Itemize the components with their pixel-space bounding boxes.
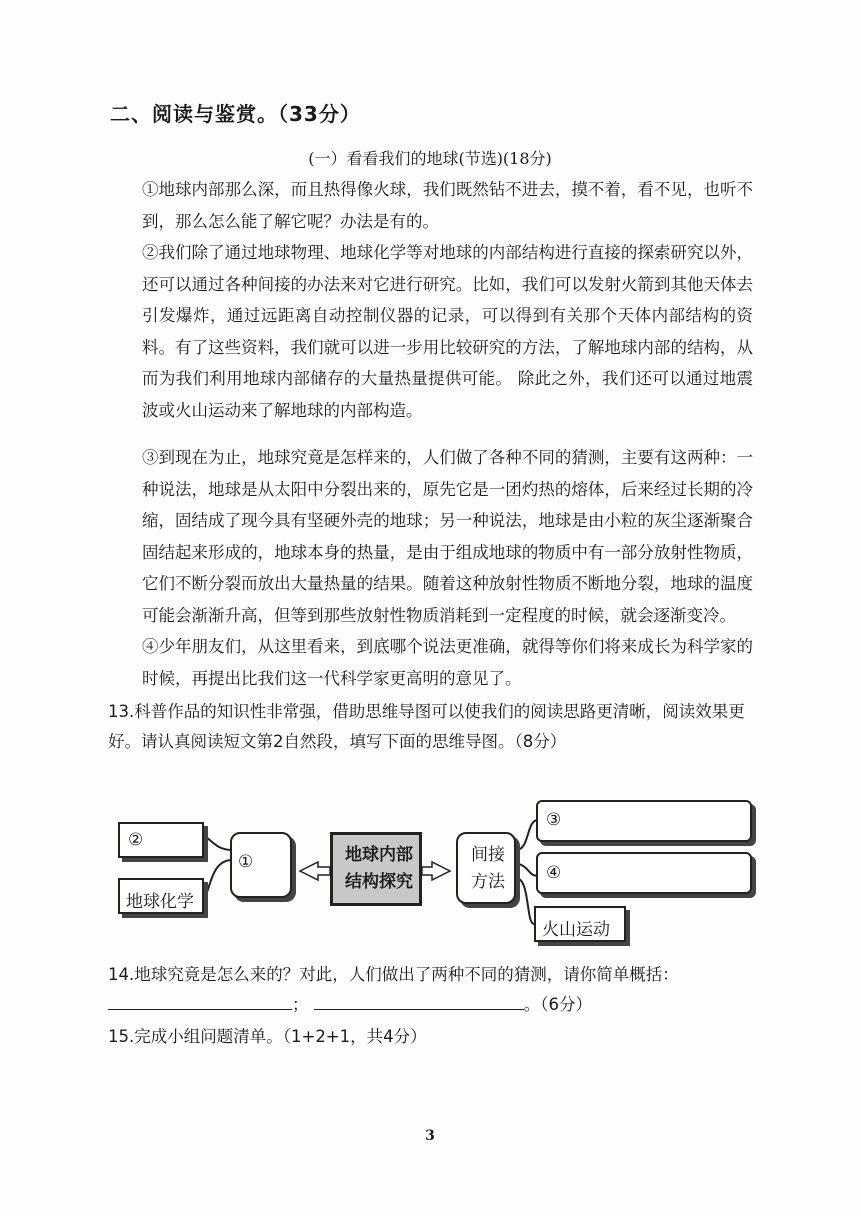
paragraph-3: ③到现在为止，地球究竟是怎样来的，人们做了各种不同的猜测，主要有这两种：一种说法，地球是从太阳中分裂出来的，原先它是一团灼热的熔体，后来经过长期的冷缩，固结成了现今具有坚硬外壳的地球；另一种说法，地球是由小粒的灰尘逐渐聚合固结起来形成的，地球本身的热量，是由于组成地球的物质中有一部分放射性物质，它们不断分裂而放出大量热量的结果。随着这种放射性物质不断地分裂，地球的温度可能会渐渐升高，但等到那些放射性物质消耗到一定程度的时候，就会逐渐变冷。 xyxy=(142,448,753,625)
mind-map xyxy=(0,790,860,950)
node-right-top[interactable]: ③ xyxy=(536,800,752,842)
question-14-answer-line: ； 。（6分） xyxy=(108,990,758,1020)
node-right-mid2[interactable]: ④ xyxy=(536,852,752,894)
section-title: 二、阅读与鉴赏。（33分） xyxy=(110,102,361,126)
node-left-bottom: 地球化学 xyxy=(118,878,204,914)
question-14: 14.地球究竟是怎么来的？对此，人们做出了两种不同的猜测，请你简单概括： xyxy=(108,965,679,984)
node-center: 地球内部结构探究 xyxy=(330,832,422,906)
arrow-right-icon xyxy=(422,862,450,880)
node-left-top[interactable]: ② xyxy=(118,822,204,858)
node-right-bottom: 火山运动 xyxy=(534,906,626,942)
paragraph-4: ④少年朋友们，从这里看来，到底哪个说法更准确，就得等你们将来成长为科学家的时候，再提出比我们这一代科学家更高明的意见了。 xyxy=(142,637,753,688)
question-15: 15.完成小组问题清单。（1+2+1，共4分） xyxy=(108,1027,427,1046)
paragraph-1: ①地球内部那么深，而且热得像火球，我们既然钻不进去，摸不着，看不见，也听不到，那么怎么能了解它呢？办法是有的。 xyxy=(142,180,753,231)
node-right-mid: 间接方法 xyxy=(456,832,516,904)
paragraph-2: ②我们除了通过地球物理、地球化学等对地球的内部结构进行直接的探索研究以外，还可以通过各种间接的办法来对它进行研究。比如，我们可以发射火箭到其他天体去引发爆炸，通过远距离自动控制仪器的记录，可以得到有关那个天体内部结构的资料。有了这些资料，我们就可以进一步用比较研究的方法，了解地球内部的结构，从而为我们利用地球内部储存的大量热量提供可能。 除此之外，我们还可以通过地震波或火山运动来了解地球的内部构造。 xyxy=(142,243,753,420)
passage-title: (一）看看我们的地球(节选)(18分) xyxy=(308,149,552,168)
question-13: 13.科普作品的知识性非常强，借助思维导图可以使我们的阅读思路更清晰，阅读效果更好。请认真阅读短文第2自然段，填写下面的思维导图。（8分） xyxy=(108,702,745,751)
answer-blank-1[interactable] xyxy=(108,991,292,1010)
node-left-mid[interactable]: ① xyxy=(230,832,292,898)
answer-blank-2[interactable] xyxy=(314,991,524,1010)
page-number: 3 xyxy=(425,1128,435,1144)
arrow-left-icon xyxy=(300,862,330,880)
